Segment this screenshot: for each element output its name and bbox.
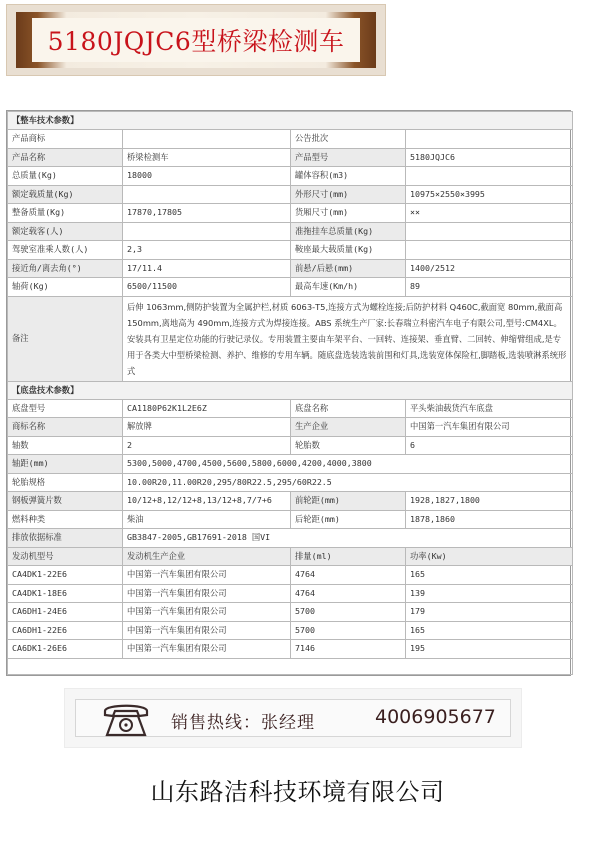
- field-label: 公告批次: [291, 130, 406, 149]
- field-value: 5180JQJC6: [406, 148, 573, 167]
- field-label: 整备质量(Kg): [8, 204, 123, 223]
- field-value: 89: [406, 278, 573, 297]
- engine-cell: CA4DK1-22E6: [8, 566, 123, 585]
- field-value: 6500/11500: [123, 278, 291, 297]
- column-header: 功率(Kw): [406, 547, 573, 566]
- field-label: 外形尺寸(mm): [291, 185, 406, 204]
- table-row: [8, 529, 573, 548]
- field-label: 前悬/后悬(mm): [291, 259, 406, 278]
- column-header: 发动机型号: [8, 547, 123, 566]
- field-label: 轴荷(Kg): [8, 278, 123, 297]
- page-title: 5180JQJC6型桥梁检测车: [47, 27, 345, 56]
- engine-cell: CA6DH1-22E6: [8, 621, 123, 640]
- table-row: [8, 436, 573, 455]
- column-header: 排量(ml): [291, 547, 406, 566]
- engine-row: [8, 621, 573, 640]
- field-label: 总质量(Kg): [8, 167, 123, 186]
- table-row: [8, 510, 573, 529]
- field-label: 排放依据标准: [8, 529, 123, 548]
- field-label: 产品商标: [8, 130, 123, 149]
- title-banner: [6, 4, 386, 76]
- hotline-label: 销售热线：张经理: [171, 713, 315, 733]
- field-label: 底盘型号: [8, 399, 123, 418]
- field-label: 鞍座最大载质量(Kg): [291, 241, 406, 260]
- engine-cell: 165: [406, 566, 573, 585]
- spec-sheet: [6, 110, 571, 676]
- field-label: 罐体容积(m3): [291, 167, 406, 186]
- field-label: 燃料种类: [8, 510, 123, 529]
- table-row: [8, 259, 573, 278]
- section-header: 【底盘技术参数】: [8, 381, 573, 399]
- field-label: 底盘名称: [291, 399, 406, 418]
- engine-row: [8, 640, 573, 659]
- blank-cell: [8, 658, 573, 674]
- table-row: [8, 167, 573, 186]
- field-label: 准拖挂车总质量(Kg): [291, 222, 406, 241]
- field-value: 17870,17805: [123, 204, 291, 223]
- engine-cell: 中国第一汽车集团有限公司: [123, 566, 291, 585]
- field-value: [123, 222, 291, 241]
- engine-cell: CA4DK1-18E6: [8, 584, 123, 603]
- field-value: GB3847-2005,GB17691-2018 国VI: [123, 529, 573, 548]
- field-value: 解放牌: [123, 418, 291, 437]
- company-name: 山东路洁科技环境有限公司: [150, 778, 445, 806]
- table-row: [8, 492, 573, 511]
- field-value: 桥梁检测车: [123, 148, 291, 167]
- field-value: 平头柴油载货汽车底盘: [406, 399, 573, 418]
- engine-cell: 中国第一汽车集团有限公司: [123, 640, 291, 659]
- telephone-icon: [101, 699, 151, 739]
- field-value: [406, 241, 573, 260]
- engine-cell: 中国第一汽车集团有限公司: [123, 621, 291, 640]
- engine-cell: CA6DK1-26E6: [8, 640, 123, 659]
- engine-cell: CA6DH1-24E6: [8, 603, 123, 622]
- field-value: [123, 185, 291, 204]
- engine-row: [8, 584, 573, 603]
- table-row: [8, 418, 573, 437]
- field-value: 1400/2512: [406, 259, 573, 278]
- table-row: [8, 241, 573, 260]
- field-label: 驾驶室准乘人数(人): [8, 241, 123, 260]
- field-label: 产品名称: [8, 148, 123, 167]
- engine-cell: 195: [406, 640, 573, 659]
- field-label: 接近角/离去角(°): [8, 259, 123, 278]
- table-row: [8, 473, 573, 492]
- note-row: [8, 296, 573, 381]
- table-row: [8, 399, 573, 418]
- table-row: [8, 130, 573, 149]
- field-label: 生产企业: [291, 418, 406, 437]
- field-value: [123, 130, 291, 149]
- field-value: 10/12+8,12/12+8,13/12+8,7/7+6: [123, 492, 291, 511]
- field-label: 前轮距(mm): [291, 492, 406, 511]
- field-label: 额定载质量(Kg): [8, 185, 123, 204]
- engine-cell: 7146: [291, 640, 406, 659]
- field-value: [406, 167, 573, 186]
- field-value: [406, 222, 573, 241]
- engine-header-row: [8, 547, 573, 566]
- column-header: 发动机生产企业: [123, 547, 291, 566]
- field-value: 2,3: [123, 241, 291, 260]
- engine-cell: 165: [406, 621, 573, 640]
- table-row: [8, 148, 573, 167]
- engine-row: [8, 603, 573, 622]
- field-value: 17/11.4: [123, 259, 291, 278]
- engine-cell: 中国第一汽车集团有限公司: [123, 584, 291, 603]
- field-label: 轮胎规格: [8, 473, 123, 492]
- section-header-row: [8, 381, 573, 399]
- field-label: 轴距(mm): [8, 455, 123, 474]
- table-row: [8, 278, 573, 297]
- engine-cell: 4764: [291, 566, 406, 585]
- table-row: [8, 222, 573, 241]
- field-label: 产品型号: [291, 148, 406, 167]
- section-header: 【整车技术参数】: [8, 112, 573, 130]
- hotline-number: 4006905677: [375, 706, 496, 728]
- field-label: 额定载客(人): [8, 222, 123, 241]
- field-value: 1878,1860: [406, 510, 573, 529]
- field-value: 1928,1827,1800: [406, 492, 573, 511]
- section-header-row: [8, 112, 573, 130]
- field-label: 最高车速(Km/h): [291, 278, 406, 297]
- engine-cell: 5700: [291, 621, 406, 640]
- field-label: 备注: [8, 296, 123, 381]
- field-label: 后轮距(mm): [291, 510, 406, 529]
- field-label: 轴数: [8, 436, 123, 455]
- spec-table: [7, 111, 573, 675]
- field-value: 10.00R20,11.00R20,295/80R22.5,295/60R22.5: [123, 473, 573, 492]
- engine-cell: 中国第一汽车集团有限公司: [123, 603, 291, 622]
- field-value: 10975×2550×3995: [406, 185, 573, 204]
- engine-cell: 5700: [291, 603, 406, 622]
- table-row: [8, 185, 573, 204]
- table-row: [8, 204, 573, 223]
- field-value: 6: [406, 436, 573, 455]
- field-value: 柴油: [123, 510, 291, 529]
- field-value: 中国第一汽车集团有限公司: [406, 418, 573, 437]
- engine-cell: 179: [406, 603, 573, 622]
- field-value: 5300,5000,4700,4500,5600,5800,6000,4200,4000,3800: [123, 455, 573, 474]
- sales-hotline-box: [64, 688, 522, 748]
- field-label: 商标名称: [8, 418, 123, 437]
- field-value: 18000: [123, 167, 291, 186]
- field-value: ××: [406, 204, 573, 223]
- field-label: 轮胎数: [291, 436, 406, 455]
- table-row: [8, 455, 573, 474]
- engine-cell: 139: [406, 584, 573, 603]
- field-label: 钢板弹簧片数: [8, 492, 123, 511]
- field-value: 2: [123, 436, 291, 455]
- field-value: CA1180P62K1L2E6Z: [123, 399, 291, 418]
- remarks-text: 后伸 1063mm,侧防护装置为全属护栏,材质 6063-T5,连接方式为螺栓连接;后防护材料 Q460C,截面宽 80mm,截面高 150mm,离地高为 490mm,连接方式为焊接连接。ABS 系统生产厂家:长春瑞立科密汽车电子有限公司,型号:CM4XL。安装具有卫星定位功能的行驶记录仪。专用装置主要由车架平台、一回转、连接架、垂直臂、二回转、伸缩臂组成,是专用于各类大中型桥梁检测、养护、维修的专用车辆。随底盘选装选装前围和灯具,选装宽体保险杠,脚踏板,选装喷淋系统形式: [123, 296, 573, 381]
- blank-row: [8, 658, 573, 674]
- engine-row: [8, 566, 573, 585]
- engine-cell: 4764: [291, 584, 406, 603]
- field-value: [406, 130, 573, 149]
- field-label: 货厢尺寸(mm): [291, 204, 406, 223]
